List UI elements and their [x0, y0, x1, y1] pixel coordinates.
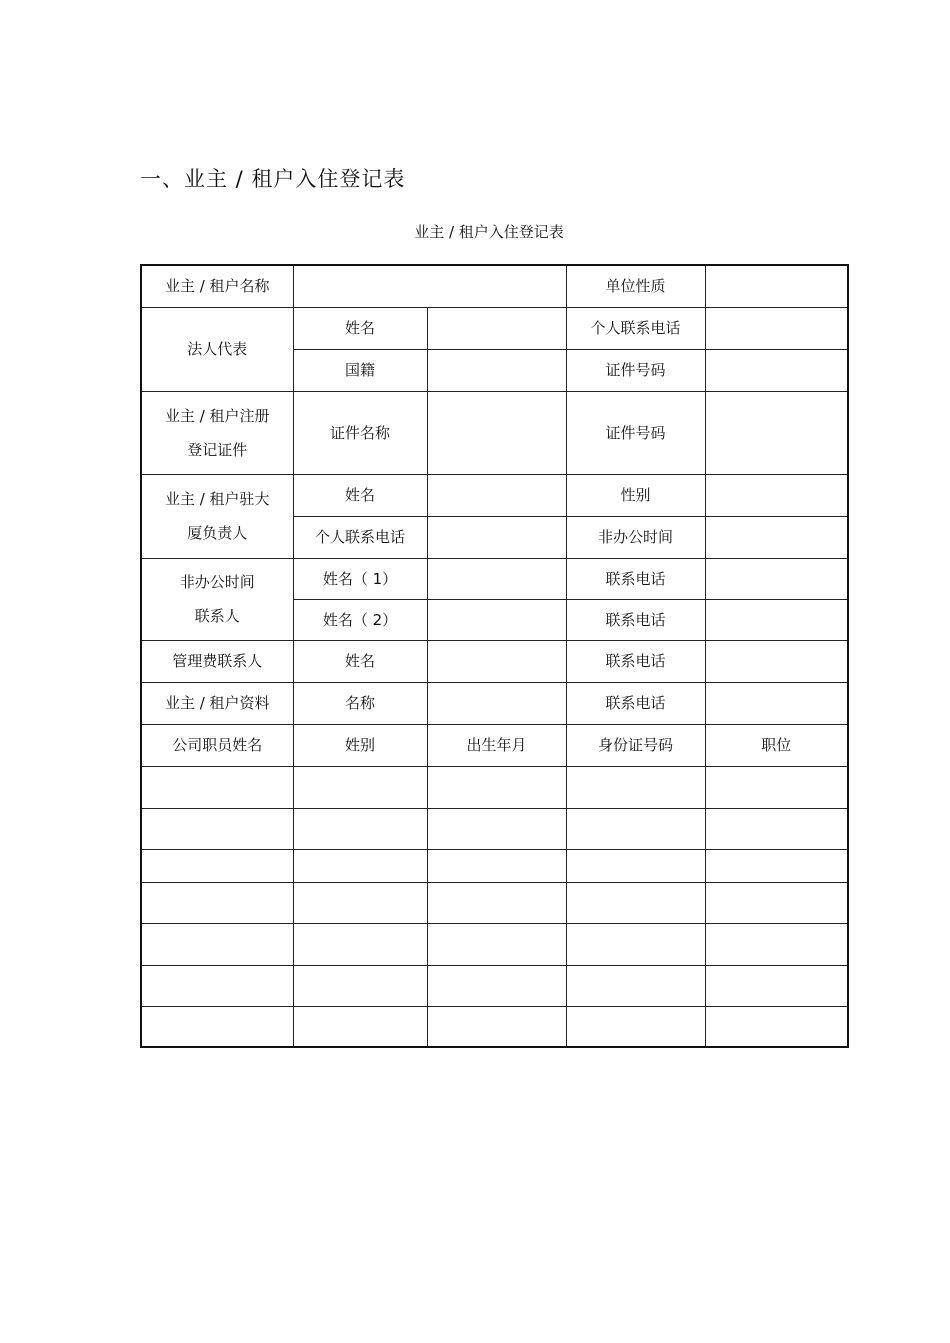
staff-row — [141, 1006, 848, 1047]
table-row — [141, 558, 848, 599]
staff-cell[interactable] — [293, 808, 427, 849]
fee-contact-label: 管理费联系人 — [141, 640, 293, 682]
reg-cert-label-line2: 登记证件 — [187, 440, 248, 459]
off-contact-label-line1: 非办公时间 — [179, 573, 255, 591]
staff-cell[interactable] — [427, 766, 566, 808]
section-heading: 一、业主 / 租户入住登记表 — [140, 167, 406, 191]
staff-cell[interactable] — [427, 882, 566, 923]
contact2-name-field[interactable] — [427, 599, 566, 640]
fee-phone-field[interactable] — [705, 640, 848, 682]
staff-position-header: 职位 — [705, 724, 848, 766]
form-title: 业主 / 租户入住登记表 — [414, 223, 564, 241]
staff-cell[interactable] — [293, 849, 427, 882]
staff-cell[interactable] — [566, 808, 705, 849]
owner-info-phone-field[interactable] — [705, 682, 848, 724]
staff-cell[interactable] — [566, 849, 705, 882]
staff-cell[interactable] — [705, 766, 848, 808]
staff-cell[interactable] — [427, 1006, 566, 1047]
resident-label-line2: 厦负责人 — [187, 524, 248, 542]
staff-cell[interactable] — [141, 1006, 293, 1047]
staff-cell[interactable] — [293, 766, 427, 808]
staff-row — [141, 808, 848, 849]
resident-phone-field[interactable] — [427, 516, 566, 558]
staff-cell[interactable] — [705, 849, 848, 882]
table-row — [141, 391, 848, 474]
off-hours-label: 非办公时间 — [566, 516, 705, 558]
staff-row — [141, 965, 848, 1006]
staff-cell[interactable] — [705, 923, 848, 965]
staff-cell[interactable] — [293, 923, 427, 965]
nationality-field[interactable] — [427, 349, 566, 391]
cert-no-field[interactable] — [705, 391, 848, 474]
table-row — [141, 265, 848, 307]
contact1-name-field[interactable] — [427, 558, 566, 599]
staff-cell[interactable] — [141, 882, 293, 923]
off-contact-label-line2: 联系人 — [194, 607, 240, 625]
staff-cell[interactable] — [427, 923, 566, 965]
owner-info-name-label: 名称 — [293, 682, 427, 724]
staff-cell[interactable] — [293, 965, 427, 1006]
resident-name-label: 姓名 — [293, 474, 427, 516]
staff-cell[interactable] — [566, 1006, 705, 1047]
staff-header-row — [141, 724, 848, 766]
staff-cell[interactable] — [293, 882, 427, 923]
staff-name-header: 公司职员姓名 — [141, 724, 293, 766]
table-row — [141, 307, 848, 349]
nationality-label: 国籍 — [293, 349, 427, 391]
staff-cell[interactable] — [705, 1006, 848, 1047]
reg-cert-label-line1: 业主 / 租户注册 — [164, 406, 270, 425]
staff-cell[interactable] — [566, 882, 705, 923]
resident-manager-label — [141, 474, 293, 558]
staff-id-header: 身份证号码 — [566, 724, 705, 766]
staff-birth-header: 出生年月 — [427, 724, 566, 766]
owner-info-label: 业主 / 租户资料 — [141, 682, 293, 724]
staff-row — [141, 766, 848, 808]
table-row — [141, 682, 848, 724]
legal-phone-field[interactable] — [705, 307, 848, 349]
gender-field[interactable] — [705, 474, 848, 516]
owner-info-name-field[interactable] — [427, 682, 566, 724]
resident-phone-label: 个人联系电话 — [293, 516, 427, 558]
staff-cell[interactable] — [141, 808, 293, 849]
fee-phone-label: 联系电话 — [566, 640, 705, 682]
staff-cell[interactable] — [566, 923, 705, 965]
unit-type-field[interactable] — [705, 265, 848, 307]
staff-row — [141, 849, 848, 882]
contact2-name-label: 姓名（ 2） — [293, 599, 427, 640]
fee-name-label: 姓名 — [293, 640, 427, 682]
staff-cell[interactable] — [427, 965, 566, 1006]
staff-cell[interactable] — [141, 766, 293, 808]
legal-id-field[interactable] — [705, 349, 848, 391]
contact1-name-label: 姓名（ 1） — [293, 558, 427, 599]
staff-row — [141, 923, 848, 965]
cert-name-label: 证件名称 — [293, 391, 427, 474]
staff-cell[interactable] — [427, 808, 566, 849]
owner-info-phone-label: 联系电话 — [566, 682, 705, 724]
staff-cell[interactable] — [293, 1006, 427, 1047]
staff-cell[interactable] — [141, 923, 293, 965]
table-row — [141, 640, 848, 682]
off-hours-contact-label — [141, 558, 293, 640]
staff-row — [141, 882, 848, 923]
legal-name-field[interactable] — [427, 307, 566, 349]
registration-table — [140, 264, 849, 1048]
staff-gender-header: 姓别 — [293, 724, 427, 766]
off-hours-field[interactable] — [705, 516, 848, 558]
contact2-phone-label: 联系电话 — [566, 599, 705, 640]
contact1-phone-label: 联系电话 — [566, 558, 705, 599]
cert-name-field[interactable] — [427, 391, 566, 474]
contact1-phone-field[interactable] — [705, 558, 848, 599]
cert-no-label: 证件号码 — [566, 391, 705, 474]
staff-cell[interactable] — [566, 965, 705, 1006]
gender-label: 性别 — [566, 474, 705, 516]
owner-name-field[interactable] — [293, 265, 566, 307]
staff-cell[interactable] — [427, 849, 566, 882]
staff-cell[interactable] — [705, 808, 848, 849]
staff-cell[interactable] — [141, 849, 293, 882]
staff-cell[interactable] — [705, 965, 848, 1006]
fee-name-field[interactable] — [427, 640, 566, 682]
staff-cell[interactable] — [705, 882, 848, 923]
reg-cert-label — [141, 391, 293, 474]
table-row — [141, 474, 848, 516]
resident-name-field[interactable] — [427, 474, 566, 516]
legal-rep-label: 法人代表 — [141, 307, 293, 391]
resident-label-line1: 业主 / 租户驻大 — [164, 490, 270, 508]
contact2-phone-field[interactable] — [705, 599, 848, 640]
staff-cell[interactable] — [566, 766, 705, 808]
staff-cell[interactable] — [141, 965, 293, 1006]
legal-id-label: 证件号码 — [566, 349, 705, 391]
legal-phone-label: 个人联系电话 — [566, 307, 705, 349]
owner-name-label: 业主 / 租户名称 — [141, 265, 293, 307]
unit-type-label: 单位性质 — [566, 265, 705, 307]
legal-name-label: 姓名 — [293, 307, 427, 349]
